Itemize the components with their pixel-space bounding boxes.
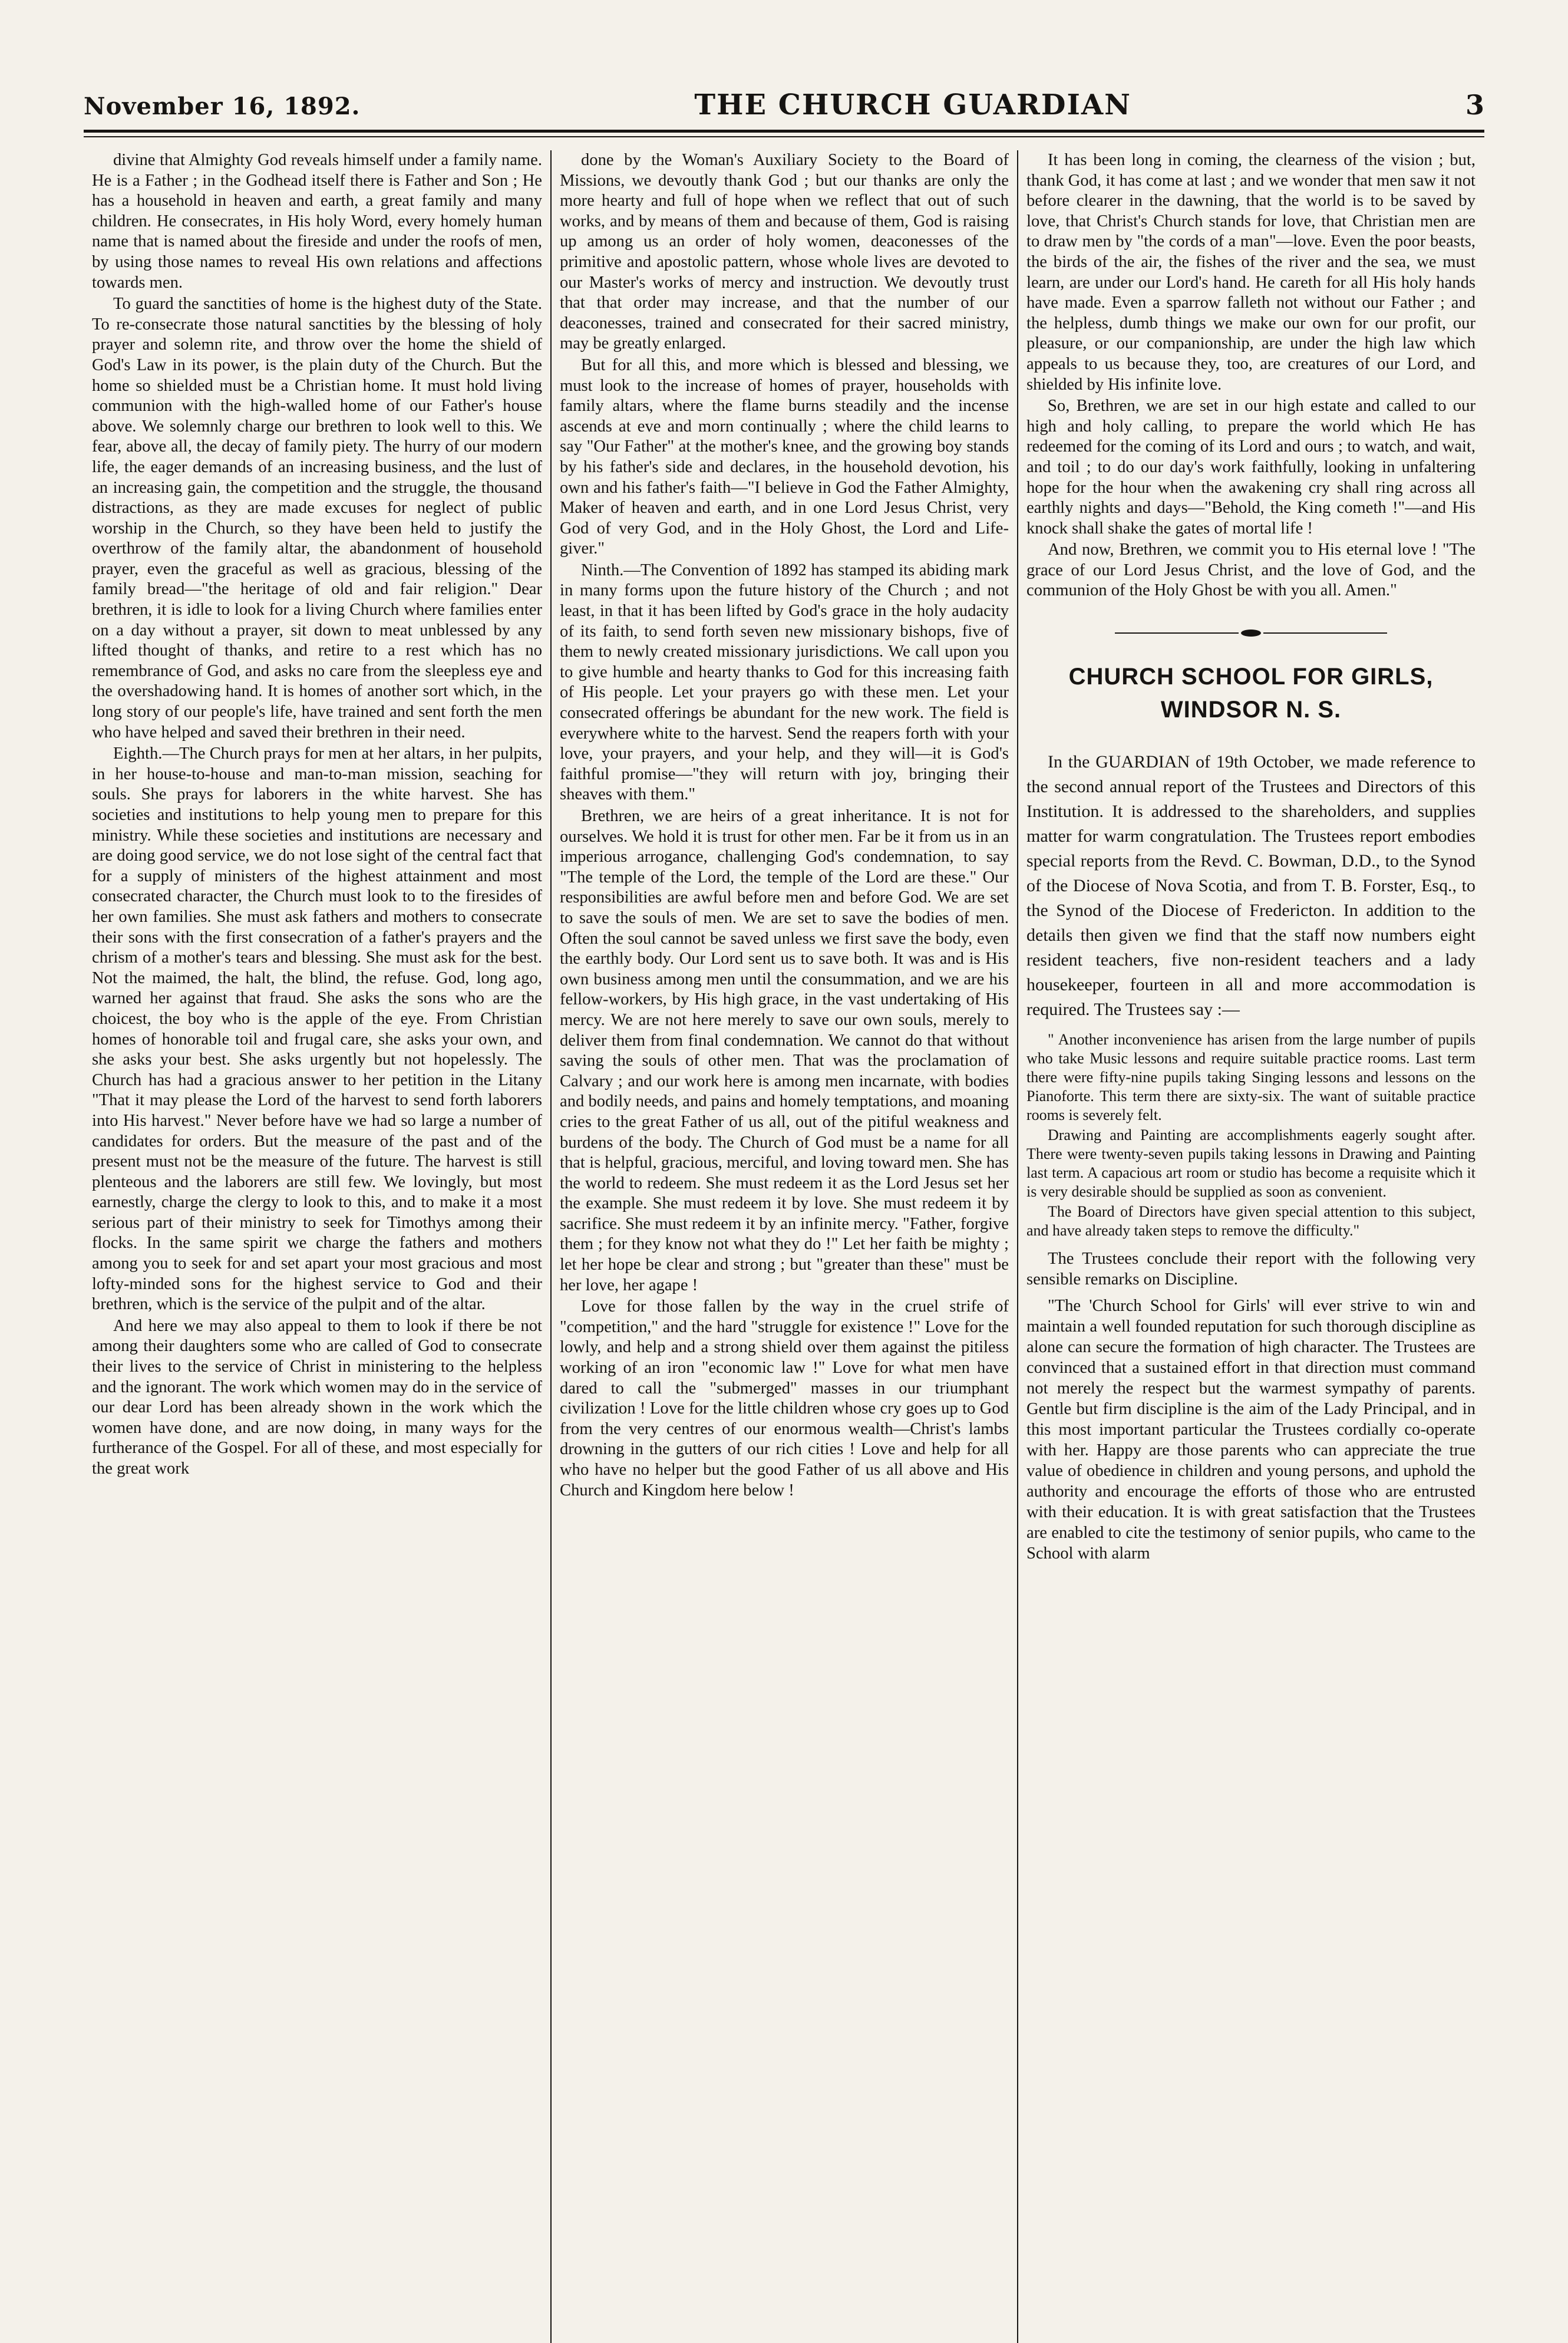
divider-ornament-icon xyxy=(1241,630,1261,637)
article-conclusion xyxy=(1026,1248,1475,1564)
text-columns xyxy=(84,150,1484,2343)
paragraph: So, Brethren, we are set in our high estate and called to our high and holy calling, to prepare the world which He has redeemed for the coming of its Lord and ours ; to watch, and wait, and toil ; to do our day's work faithfully, looking in unfaltering hope for the hour when the awakening cry shall ring across all earthly nights and days—"Behold, the King cometh !"—and His knock shall shake the gates of mortal life ! xyxy=(1026,397,1475,538)
section-divider xyxy=(1026,630,1475,637)
masthead-title: THE CHURCH GUARDIAN xyxy=(694,88,1132,121)
paragraph: It has been long in coming, the clearness of the vision ; but, thank God, it has come at last ; and we wonder that men saw it not before clearer in the dawning, that the world is to be saved by love, that Christ's Church stands for love, that Christian men are to draw men by "the cords of a man"—love. Even the poor beasts, the birds of the air, the fishes of the river and the sea, we must learn, are under our Lord's hand. He careth for all His holy hands have made. Even a sparrow falleth not without our Father ; and the helpless, dumb things we make our own for our profit, our pleasure, or our companionship, are under the high law which appeals to us because they, too, are creatures of our Lord, and shielded by His infinite love. xyxy=(1026,151,1475,394)
quoted-report xyxy=(1026,1030,1475,1240)
article-body xyxy=(1026,750,1475,1022)
paragraph: Eighth.—The Church prays for men at her altars, in her pulpits, in her house-to-house and man-to-man mission, seaching for souls. She prays for laborers in the white harvest. She has societies and institutions to help young men to prepare for this ministry. While these societies and institutions are necessary and are doing good service, we do not lose sight of the central fact that for a supply of ministers of the highest attainment and most consecrated character, the Church must look to to the firesides of her own families. She must ask fathers and mothers to consecrate their sons with the first consecration of a father's prayers and the chrism of a mother's tears and blessing. She must ask for the best. Not the maimed, the halt, the blind, the refuse. God, long ago, warned her against that fraud. She asks the sons who are the choicest, the boy who is the apple of the eye. From Christian homes of honorable toil and frugal care, she asks your own, and she asks your best. She asks urgently but not hopelessly. The Church has had a gracious answer to her petition in the Litany "That it may please the Lord of the harvest to send forth laborers into His harvest." Never before have we had so large a number of candidates for orders. But the measure of the past and of the present must not be the measure of the future. The harvest is still plenteous and the laborers are still few. We lovingly, but most earnestly, charge the clergy to look to this, and to make it a most serious part of their ministry to seek for Timothys among their flocks. In the same spirit we charge the fathers and mothers among you to seek for and set apart your most gracious and most lofty-minded sons for the highest service to God and their brethren, which is the service of the pulpit and of the altar. xyxy=(92,744,542,1314)
paragraph: And now, Brethren, we commit you to His eternal love ! "The grace of our Lord Jesus Christ, and the love of God, and the communion of the Holy Ghost be with you all. Amen." xyxy=(1026,541,1475,600)
paragraph: To guard the sanctities of home is the highest duty of the State. To re-consecrate those natural sanctities by the blessing of holy prayer and solemn rite, and throw over the home the shield of God's Law in its power, is the plain duty of the Church. But the home so shielded must be a Christian home. It must hold living communion with the high-walled home of our Father's house above. We solemnly charge our brethren to look well to this. We fear, above all, the decay of family piety. The hurry of our modern life, the eager demands of an increasing business, and the lust of an increasing gain, the competition and the struggle, the thousand distractions, as they are made excuses for neglect of public worship in the Church, so they have been held to justify the overthrow of the family altar, the abandonment of household prayer, even the graceful as well as gracious, blessing of the family bread—"the heritage of old and fair religion." Dear brethren, it is idle to look for a living Church where families enter on a day without a prayer, sit down to meat unblessed by any lifted thought of thanks, and retire to a rest which has no remembrance of God, and asks no care from the sleepless eye and the overshadowing hand. It is homes of another sort which, in the long story of our people's life, have trained and sent forth the men who have helped and saved their brethren in their need. xyxy=(92,295,542,742)
paragraph: Drawing and Painting are accomplishments eagerly sought after. There were twenty-seven pupils taking lessons in Drawing and Painting last term. A capacious art room or studio has become a requisite which it is very desirable should be supplied as soon as convenient. xyxy=(1026,1126,1475,1201)
header-rule-thin xyxy=(84,136,1484,137)
page-header xyxy=(84,88,1484,123)
paragraph: done by the Woman's Auxiliary Society to the Board of Missions, we devoutly thank God ; but our thanks are only the more hearty and full of hope when we reflect that out of such works, and by means of them and because of them, God is raising up among us an order of holy women, deaconesses of the primitive and apostolic pattern, whose whole lives are devoted to our Master's works of mercy and instruction. We devoutly trust that that order may increase, and that the number of our deaconesses, trained and consecrated for their sacred ministry, may be greatly enlarged. xyxy=(560,151,1009,353)
column-right xyxy=(1017,150,1484,2343)
paragraph: "The 'Church School for Girls' will ever strive to win and maintain a well founded reputation for such thorough discipline as alone can secure the formation of high character. The Trustees are convinced that a sustained effort in that direction must command not merely the respect but the warmest sympathy of parents. Gentle but firm discipline is the aim of the Lady Principal, and in this most important particular the Trustees cordially co-operate with her. Happy are those parents who can appreciate the true value of obedience in children and young persons, and uphold the authority and encourage the efforts of those who are entrusted with their education. It is with great satisfaction that the Trustees are enabled to cite the testimony of senior pupils, who came to the School with alarm xyxy=(1026,1297,1475,1563)
paragraph: The Board of Directors have given special attention to this subject, and have already taken steps to remove the difficulty." xyxy=(1026,1203,1475,1240)
paragraph: Love for those fallen by the way in the cruel strife of "competition," and the hard "struggle for existence !" Love for the lowly, and help and a strong shield over them against the pitiless working of an iron "economic law !" Love for what men have dared to call the "submerged" masses in our triumphant civilization ! Love for the little children whose cry goes up to God from the very centres of our enormous wealth—Christ's lambs drowning in the gutters of our rich cities ! Love and help for all who have no helper but the good Father of us all above and His Church and Kingdom here below ! xyxy=(560,1297,1009,1500)
column-middle xyxy=(550,150,1017,2343)
paragraph: And here we may also appeal to them to look if there be not among their daughters some who are called of God to consecrate their lives to the service of Christ in ministering to the helpless and the ignorant. The work which women may do in the service of our dear Lord has been already shown in the work which the women have done, and are now doing, in many ways for the furtherance of the Gospel. For all of these, and most especially for the great work xyxy=(92,1316,542,1478)
section-title: CHURCH SCHOOL FOR GIRLS, WINDSOR N. S. xyxy=(1068,664,1434,723)
issue-date: November 16, 1892. xyxy=(84,93,361,120)
paragraph: divine that Almighty God reveals himself under a family name. He is a Father ; in the Godhead itself there is Father and Son ; He has a household in heaven and earth, a great family and many children. He consecrates, in His holy Word, every homely human name that is named about the fireside and under the roofs of men, by using those names to reveal His own relations and affections towards men. xyxy=(92,151,542,292)
paragraph: The Trustees conclude their report with the following very sensible remarks on Discipline. xyxy=(1026,1250,1475,1289)
paragraph: Ninth.—The Convention of 1892 has stamped its abiding mark in many forms upon the future history of the Church ; and not least, in that it has been lifted by God's grace in the holy audacity of its faith, to send forth seven new missionary bishops, five of them to newly created missionary jurisdictions. We call upon you to give humble and hearty thanks to God for this increasing faith of His people. Let your prayers go with these men. Let your consecrated offerings be abundant for the new work. The field is everywhere white to the harvest. Send the reapers forth with your love, your prayers, and your help, and they will—it is God's faithful promise—"they will return with joy, bringing their sheaves with them." xyxy=(560,561,1009,804)
column-left xyxy=(84,150,550,2343)
paragraph: In the GUARDIAN of 19th October, we made reference to the second annual report of the Trustees and Directors of this Institution. It is addressed to the shareholders, and supplies matter for warm congratulation. The Trustees report embodies special reports from the Revd. C. Bowman, D.D., to the Synod of the Diocese of Nova Scotia, and from T. B. Forster, Esq., to the Synod of the Diocese of Fredericton. In addition to the details then given we find that the staff now numbers eight resident teachers, five non-resident teachers and a lady housekeeper, fourteen in all and more accommodation is required. The Trustees say :— xyxy=(1026,752,1475,1020)
page-number: 3 xyxy=(1465,89,1484,121)
header-rule xyxy=(84,130,1484,133)
paragraph: " Another inconvenience has arisen from the large number of pupils who take Music lessons and require suitable practice rooms. Last term there were fifty-nine pupils taking Singing lessons and lessons on the Pianoforte. This term there are sixty-six. The want of suitable practice rooms is severely felt. xyxy=(1026,1031,1475,1124)
paragraph: Brethren, we are heirs of a great inheritance. It is not for ourselves. We hold it is trust for other men. Far be it from us in an imperious arrogance, challenging God's condemnation, to say "The temple of the Lord, the temple of the Lord are these." Our responsibilities are awful before men and before God. We are set to save the souls of men. We are set to save the bodies of men. Often the soul cannot be saved unless we first save the body, even the earthly body. Our Lord sent us to save both. It was and is His own business among men until the consummation, and we are his fellow-workers, by His high grace, in the vast undertaking of His mercy. We are not here merely to save our own souls, merely to deliver them from final condemnation. We cannot do that without saving the souls of other men. That was the proclamation of Calvary ; and our work here is among men incarnate, with bodies and bodily needs, and pains and homely temptations, and moaning cries to the great Father of us all, out of the pitiful weakness and burdens of the body. The Church of God must be a name for all that is helpful, gracious, merciful, and loving toward men. She has the world to redeem. She must redeem it as the Lord Jesus set her the example. She must redeem it by love. She must redeem it by sacrifice. She must redeem it by an infinite mercy. "Father, forgive them ; for they know not what they do !" Let her faith be mighty ; let her hope be clear and strong ; but "greater than these" must be her love, her agape ! xyxy=(560,807,1009,1294)
paragraph: But for all this, and more which is blessed and blessing, we must look to the increase of homes of prayer, households with family altars, where the flame burns steadily and the incense ascends at eve and morn continually ; where the child learns to say "Our Father" at the mother's knee, and the growing boy stands by his father's side and declares, in the household devotion, his own and his father's faith—"I believe in God the Father Almighty, Maker of heaven and earth, and in one Lord Jesus Christ, very God of very God, and in the Holy Ghost, the Lord and Life-giver." xyxy=(560,355,1009,558)
